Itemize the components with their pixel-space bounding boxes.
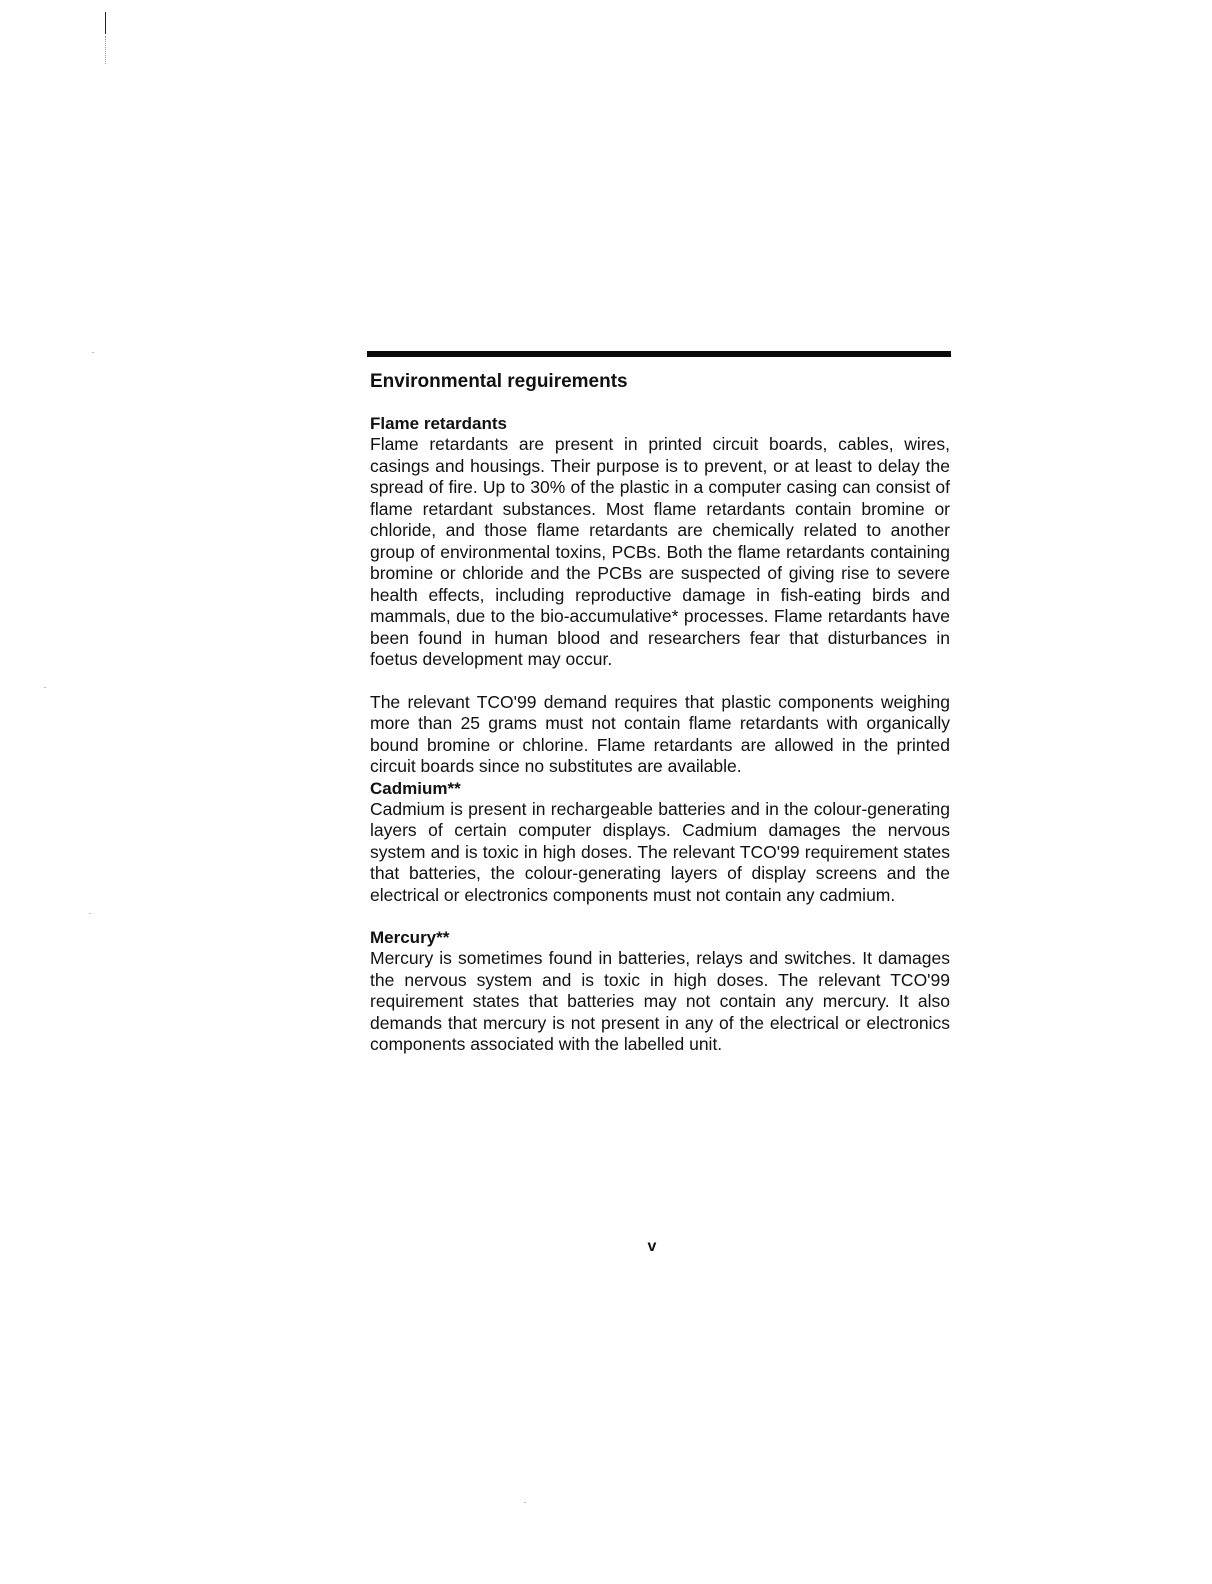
paragraph: The relevant TCO'99 demand requires that plastic components weighing more than 25 grams must not contain flame retardants with organically bound bromine or chlorine. Flame retardants are allowed in the printed circuit boards since no substitutes are available. xyxy=(370,691,950,776)
section-heading: Flame retardants xyxy=(370,414,507,433)
paragraph: Mercury is sometimes found in batteries, relays and switches. It damages the nervous system and is toxic in high doses. The relevant TCO'99 requirement states that batteries may not contain any mercury. It also demands that mercury is not present in any of the electrical or electronics components associated with the labelled unit. xyxy=(370,948,950,1054)
section-cadmium xyxy=(370,778,950,907)
scan-speck xyxy=(44,687,46,688)
paragraph: Flame retardants are present in printed circuit boards, cables, wires, casings and housings. Their purpose is to prevent, or at least to delay the spread of fire. Up to 30% of the plastic in a computer casing can consist of flame retardant substances. Most flame retardants contain bromine or chloride, and those flame retardants are chemically related to another group of environmental toxins, PCBs. Both the flame retardants containing bromine or chloride and the PCBs are suspected of giving rise to severe health effects, including reproductive damage in fish-eating birds and mammals, due to the bio-accumulative* processes. Flame retardants have been found in human blood and researchers fear that disturbances in foetus development may occur. xyxy=(370,434,950,669)
scan-artifact-faint xyxy=(105,36,107,64)
page-number xyxy=(0,1237,1212,1257)
document-body xyxy=(370,370,950,1056)
scan-speck xyxy=(92,352,94,353)
section-mercury xyxy=(370,927,950,1056)
page-title: Environmental reguirements xyxy=(370,371,628,392)
section-flame-retardants xyxy=(370,413,950,778)
scan-speck xyxy=(524,1502,526,1503)
scan-speck xyxy=(89,913,91,914)
scan-artifact-mark xyxy=(105,12,106,34)
section-heading: Mercury** xyxy=(370,928,450,947)
paragraph: Cadmium is present in rechargeable batteries and in the colour-generating layers of certain computer displays. Cadmium damages the nervous system and is toxic in high doses. The relevant TCO'99 requirement states that batteries, the colour-generating layers of display screens and the electrical or electronics components must not contain any cadmium. xyxy=(370,798,950,905)
section-divider-rule xyxy=(367,351,951,357)
section-heading: Cadmium** xyxy=(370,778,461,798)
page-number-label: v xyxy=(647,1238,657,1255)
